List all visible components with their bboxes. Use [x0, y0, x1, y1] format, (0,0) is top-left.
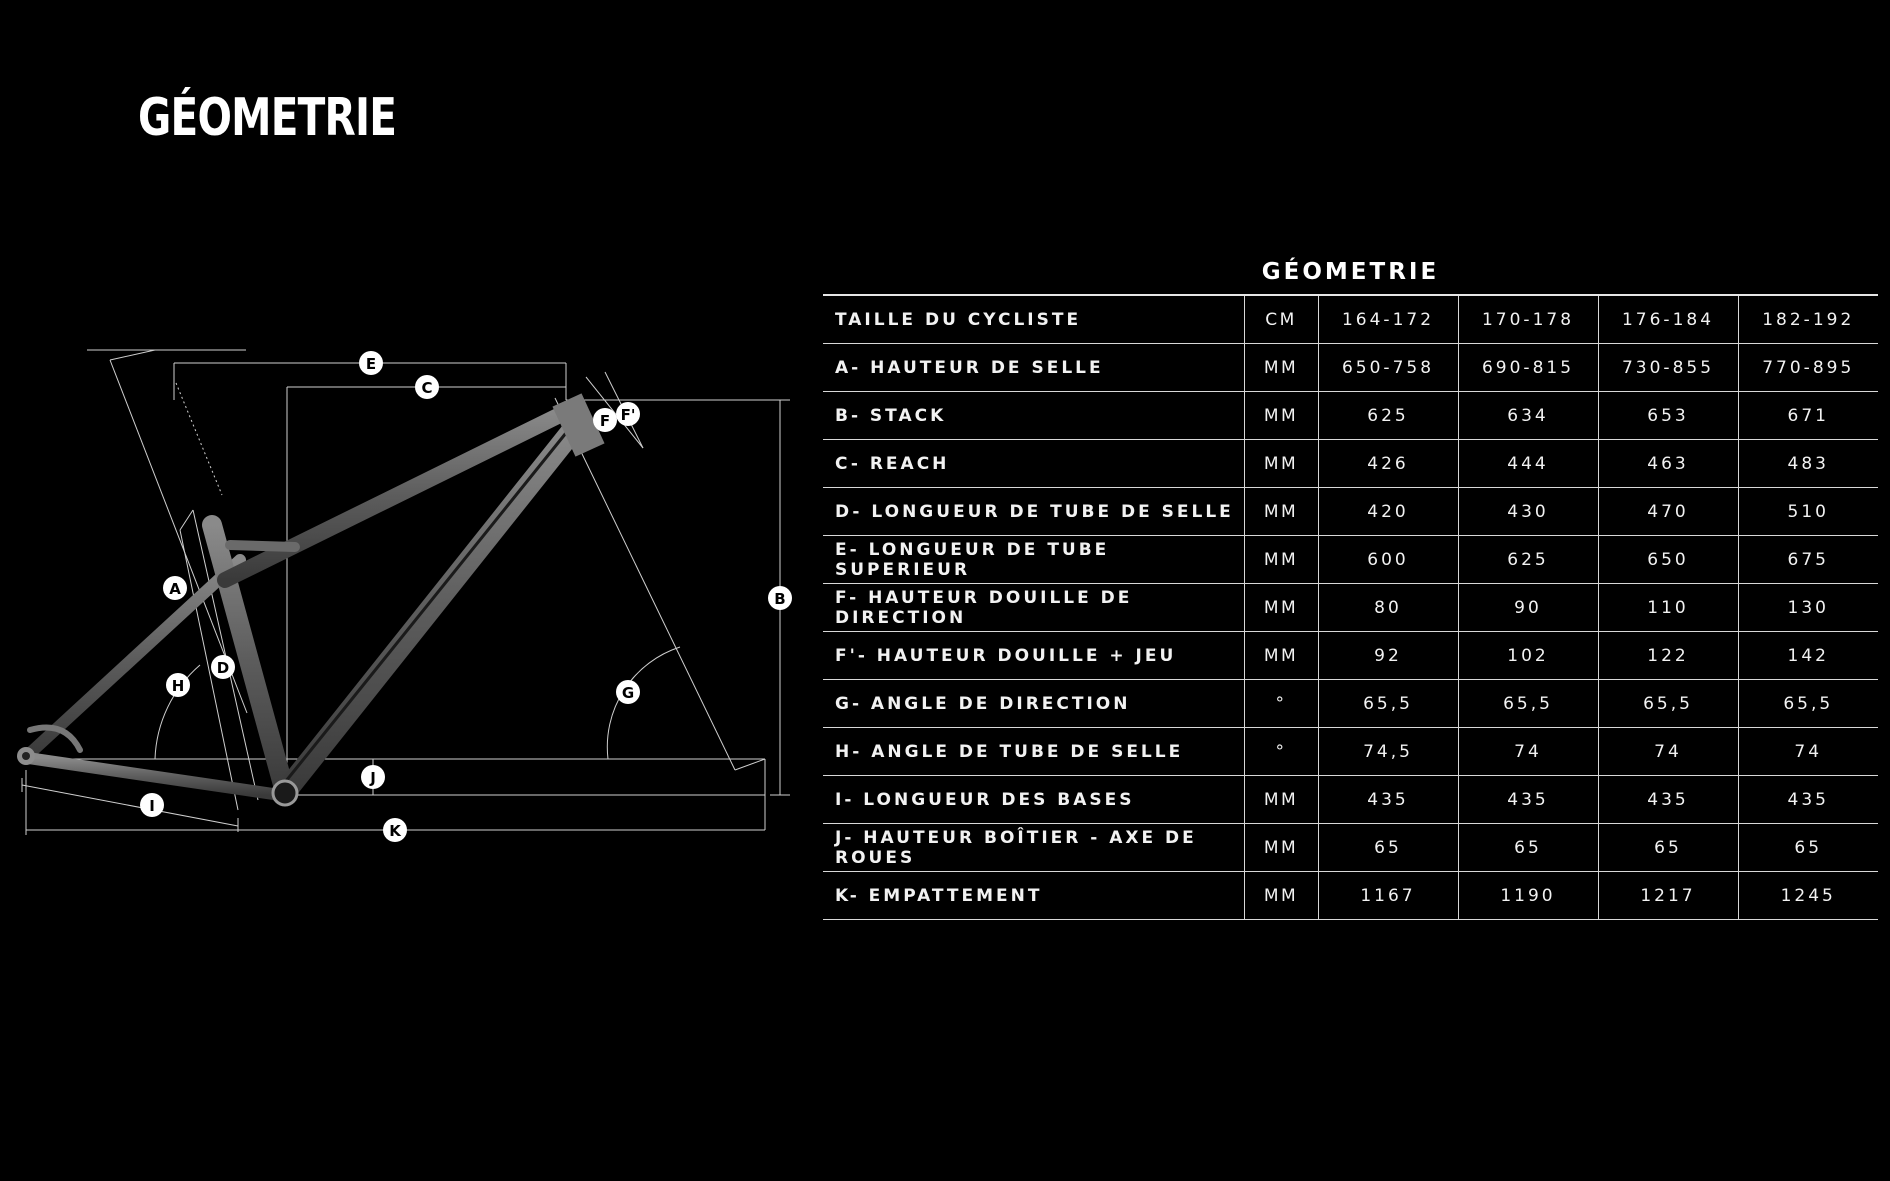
svg-text:J: J [370, 769, 376, 787]
size-value-cell: 730-855 [1598, 344, 1738, 392]
size-value-cell: 435 [1598, 776, 1738, 824]
row-unit: ° [1244, 680, 1318, 728]
row-unit: MM [1244, 776, 1318, 824]
table-row [823, 632, 1878, 680]
size-value-cell: 92 [1318, 632, 1458, 680]
size-value-cell: 110 [1598, 584, 1738, 632]
table-row [823, 295, 1878, 344]
size-value-cell: 74,5 [1318, 728, 1458, 776]
row-unit: MM [1244, 392, 1318, 440]
svg-text:F: F [599, 412, 611, 430]
size-value-cell: 130 [1738, 584, 1878, 632]
size-value-cell: 65 [1318, 824, 1458, 872]
size-value-cell: 74 [1458, 728, 1598, 776]
size-value-cell: 74 [1598, 728, 1738, 776]
marker-d [211, 655, 235, 679]
marker-e [359, 351, 383, 375]
size-value-cell: 653 [1598, 392, 1738, 440]
row-label: J- HAUTEUR BOÎTIER - AXE DE ROUES [823, 824, 1244, 872]
svg-text:K: K [389, 822, 401, 840]
page-title: GÉOMETRIE [138, 88, 397, 148]
size-value-cell: 634 [1458, 392, 1598, 440]
svg-text:C: C [421, 379, 433, 397]
size-value-cell: 463 [1598, 440, 1738, 488]
size-value-cell: 470 [1598, 488, 1738, 536]
size-value-cell: 102 [1458, 632, 1598, 680]
size-value-cell: 142 [1738, 632, 1878, 680]
row-label: G- ANGLE DE DIRECTION [823, 680, 1244, 728]
size-value-cell: 1245 [1738, 872, 1878, 920]
size-value-cell: 164-172 [1318, 295, 1458, 344]
row-label: K- EMPATTEMENT [823, 872, 1244, 920]
svg-text:F': F' [620, 406, 636, 424]
marker-b [768, 586, 792, 610]
row-label: A- HAUTEUR DE SELLE [823, 344, 1244, 392]
size-value-cell: 770-895 [1738, 344, 1878, 392]
row-label: E- LONGUEUR DE TUBE SUPERIEUR [823, 536, 1244, 584]
svg-text:D: D [216, 659, 230, 677]
row-label: C- REACH [823, 440, 1244, 488]
size-value-cell: 420 [1318, 488, 1458, 536]
marker-a [163, 576, 187, 600]
table-row [823, 776, 1878, 824]
size-value-cell: 675 [1738, 536, 1878, 584]
size-value-cell: 426 [1318, 440, 1458, 488]
row-label: TAILLE DU CYCLISTE [823, 295, 1244, 344]
size-value-cell: 65 [1458, 824, 1598, 872]
size-value-cell: 650 [1598, 536, 1738, 584]
row-label: B- STACK [823, 392, 1244, 440]
row-label: H- ANGLE DE TUBE DE SELLE [823, 728, 1244, 776]
size-value-cell: 176-184 [1598, 295, 1738, 344]
marker-h [166, 673, 190, 697]
size-value-cell: 510 [1738, 488, 1878, 536]
size-value-cell: 625 [1318, 392, 1458, 440]
size-value-cell: 435 [1458, 776, 1598, 824]
size-value-cell: 80 [1318, 584, 1458, 632]
table-title: GÉOMETRIE [1261, 259, 1440, 285]
row-unit: CM [1244, 295, 1318, 344]
table-row [823, 824, 1878, 872]
table-row [823, 536, 1878, 584]
marker-k [383, 818, 407, 842]
table-row [823, 392, 1878, 440]
table-row [823, 584, 1878, 632]
size-value-cell: 444 [1458, 440, 1598, 488]
size-value-cell: 122 [1598, 632, 1738, 680]
size-value-cell: 90 [1458, 584, 1598, 632]
size-value-cell: 65,5 [1598, 680, 1738, 728]
row-label: F- HAUTEUR DOUILLE DE DIRECTION [823, 584, 1244, 632]
bike-frame [17, 400, 590, 805]
row-unit: ° [1244, 728, 1318, 776]
svg-text:G: G [621, 684, 635, 702]
size-value-cell: 435 [1738, 776, 1878, 824]
row-label: I- LONGUEUR DES BASES [823, 776, 1244, 824]
marker-c [415, 375, 439, 399]
size-value-cell: 65 [1598, 824, 1738, 872]
row-label: F'- HAUTEUR DOUILLE + JEU [823, 632, 1244, 680]
size-value-cell: 625 [1458, 536, 1598, 584]
geometry-table [823, 294, 1878, 920]
marker-j [361, 765, 385, 789]
dimension-lines [22, 350, 790, 835]
size-value-cell: 65 [1738, 824, 1878, 872]
size-value-cell: 600 [1318, 536, 1458, 584]
svg-text:B: B [774, 590, 786, 608]
marker-g [616, 680, 640, 704]
row-label: D- LONGUEUR DE TUBE DE SELLE [823, 488, 1244, 536]
size-value-cell: 650-758 [1318, 344, 1458, 392]
svg-text:E: E [365, 355, 377, 373]
size-value-cell: 65,5 [1458, 680, 1598, 728]
size-value-cell: 1167 [1318, 872, 1458, 920]
table-row [823, 728, 1878, 776]
row-unit: MM [1244, 344, 1318, 392]
row-unit: MM [1244, 488, 1318, 536]
frame-geometry-diagram [0, 330, 800, 870]
row-unit: MM [1244, 824, 1318, 872]
svg-text:A: A [169, 580, 181, 598]
row-unit: MM [1244, 584, 1318, 632]
row-unit: MM [1244, 536, 1318, 584]
svg-text:H: H [171, 677, 185, 695]
size-value-cell: 170-178 [1458, 295, 1598, 344]
size-value-cell: 690-815 [1458, 344, 1598, 392]
table-row [823, 680, 1878, 728]
size-value-cell: 435 [1318, 776, 1458, 824]
size-value-cell: 182-192 [1738, 295, 1878, 344]
row-unit: MM [1244, 440, 1318, 488]
size-value-cell: 65,5 [1738, 680, 1878, 728]
row-unit: MM [1244, 632, 1318, 680]
table-row [823, 344, 1878, 392]
size-value-cell: 74 [1738, 728, 1878, 776]
size-value-cell: 65,5 [1318, 680, 1458, 728]
size-value-cell: 671 [1738, 392, 1878, 440]
table-row [823, 440, 1878, 488]
marker-f [593, 408, 617, 432]
marker-i [140, 793, 164, 817]
table-row [823, 872, 1878, 920]
size-value-cell: 483 [1738, 440, 1878, 488]
size-value-cell: 430 [1458, 488, 1598, 536]
size-value-cell: 1190 [1458, 872, 1598, 920]
table-row [823, 488, 1878, 536]
svg-text:I: I [149, 797, 155, 815]
geometry-table-section [823, 250, 1878, 920]
size-value-cell: 1217 [1598, 872, 1738, 920]
marker-f-prime [616, 402, 640, 426]
row-unit: MM [1244, 872, 1318, 920]
